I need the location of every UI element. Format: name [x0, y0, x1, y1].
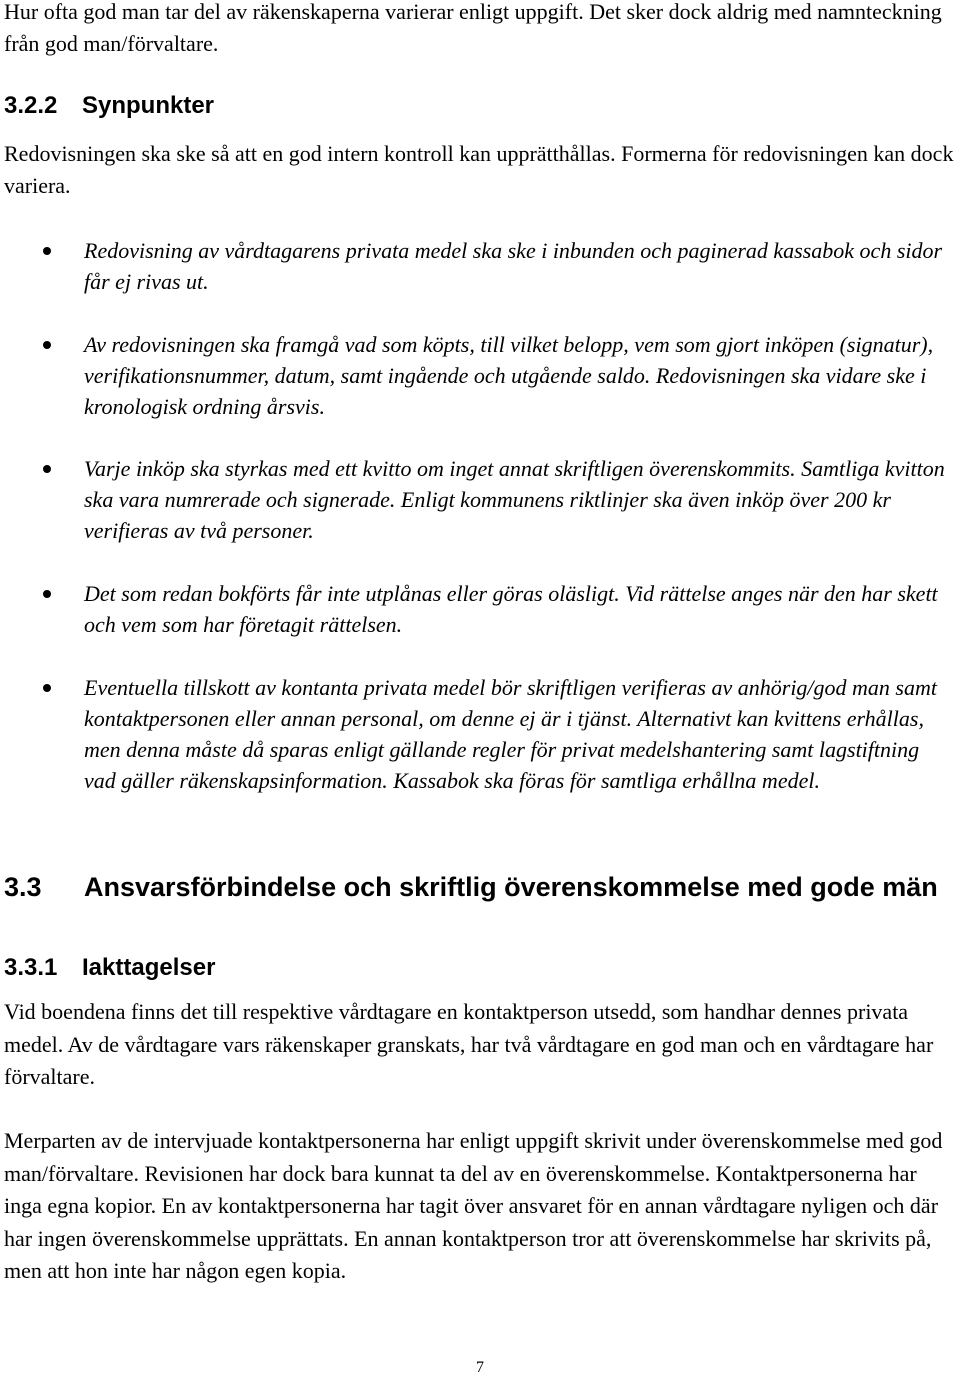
list-item-text: Varje inköp ska styrkas med ett kvitto om inget annat skriftligen överenskommits. Samtliga kvitton ska vara numrerade och signerade. Enligt kommunens riktlinjer ska även inköp över 200 kr verifieras av två personer.	[84, 456, 945, 543]
list-item-text: Redovisning av vårdtagarens privata medel ska ske i inbunden och paginerad kassabok och sidor får ej rivas ut.	[84, 238, 943, 294]
intro-paragraph: Hur ofta god man tar del av räkenskaperna varierar enligt uppgift. Det sker dock aldrig med namnteckning från god man/förvaltare.	[4, 0, 942, 56]
list-item-text: Det som redan bokförts får inte utplånas eller göras oläsligt. Vid rättelse anges när den har skett och vem som har företagit rättelsen.	[84, 581, 938, 637]
iakttagelser-paragraph-2: Merparten av de intervjuade kontaktpersonerna har enligt uppgift skrivit under överenskommelse med god man/förvaltare. Revisionen har dock bara kunnat ta del av en överenskommelse. Kontaktpersonerna har inga egna kopior. En av kontaktpersonerna har tagit över ansvaret för en annan vårdtagare nyligen och där har ingen överenskommelse upprättats. En annan kontaktperson tror att överenskommelse har skrivits på, men att hon inte har någon egen kopia.	[4, 1128, 943, 1283]
heading-number: 3.3.1	[4, 954, 58, 981]
heading-number: 3.2.2	[4, 92, 58, 119]
list-item-text: Eventuella tillskott av kontanta privata medel bör skriftligen verifieras av anhörig/god man samt kontaktpersonen eller annan personal, om denne ej är i tjänst. Alternativt kan kvittens erhållas, men denna måste då sparas enligt gällande regler för privat medelshantering samt lagstiftning vad gäller räkenskapsinformation. Kassabok ska föras för samtliga erhållna medel.	[84, 675, 937, 793]
heading-3-3	[4, 871, 944, 904]
heading-3-3-1	[4, 953, 944, 983]
heading-3-2-2	[4, 91, 944, 121]
page-number: 7	[476, 1359, 484, 1376]
bullet-icon	[43, 684, 51, 692]
bullet-icon	[43, 341, 51, 349]
heading-number: 3.3	[4, 872, 42, 902]
heading-title: Ansvarsförbindelse och skriftlig överenskommelse med gode män	[84, 872, 938, 902]
bullet-icon	[43, 465, 51, 473]
heading-title: Synpunkter	[82, 92, 215, 119]
heading-title: Iakttagelser	[82, 954, 216, 981]
list-item-text: Av redovisningen ska framgå vad som köpts, till vilket belopp, vem som gjort inköpen (signatur), verifikationsnummer, datum, samt ingående och utgående saldo. Redovisningen ska vidare ske i kronologisk ordning årsvis.	[84, 332, 934, 419]
iakttagelser-paragraph-1: Vid boendena finns det till respektive vårdtagare en kontaktperson utsedd, som handhar dennes privata medel. Av de vårdtagare vars räkenskaper granskats, har två vårdtagare en god man och en vårdtagare har förvaltare.	[4, 999, 934, 1089]
synpunkter-paragraph: Redovisningen ska ske så att en god intern kontroll kan upprätthållas. Formerna för redovisningen kan dock variera.	[4, 141, 954, 198]
bullet-icon	[43, 590, 51, 598]
bullet-icon	[43, 247, 51, 255]
